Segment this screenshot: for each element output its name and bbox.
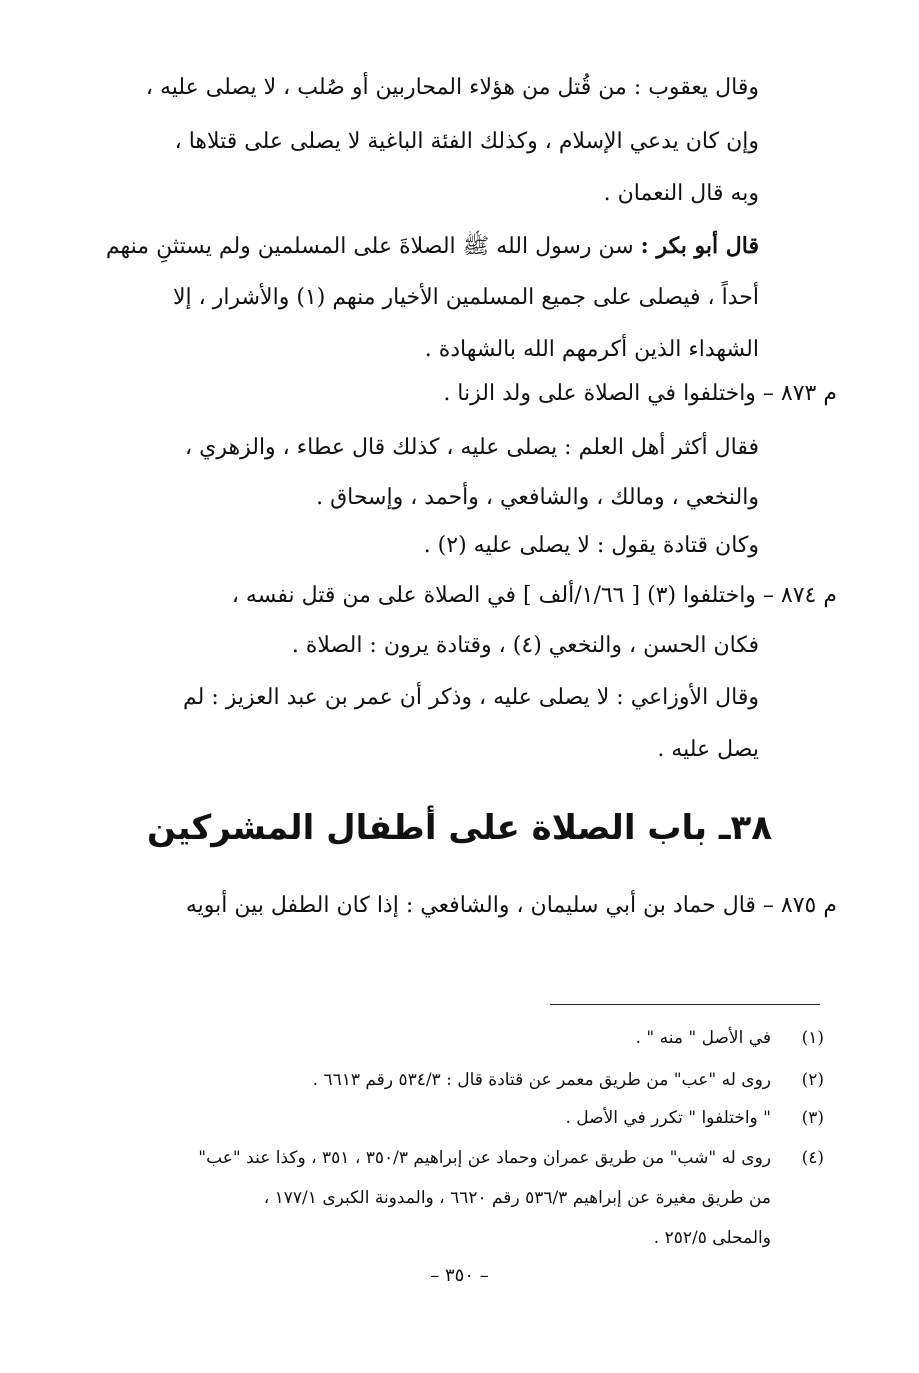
body-line: وبه قال النعمان . — [603, 181, 759, 206]
chapter-title: ٣٨ـ باب الصلاة على أطفال المشركين — [147, 808, 772, 848]
footnote-divider — [550, 1004, 820, 1005]
footnote-number: (٤) — [801, 1148, 824, 1168]
footnote-4-continuation: والمحلى ٢٥٢/٥ . — [653, 1228, 771, 1248]
body-line: وإن كان يدعي الإسلام ، وكذلك الفئة الباغية لا يصلى على قتلاها ، — [174, 129, 759, 154]
footnote-number: (٣) — [801, 1108, 824, 1128]
body-line: وقال الأوزاعي : لا يصلى عليه ، وذكر أن عمر بن عبد العزيز : لم — [183, 685, 759, 710]
masala-874-heading: م ٨٧٤ – واختلفوا (٣) [ ١/٦٦/ألف ] في الصلاة على من قتل نفسه ، — [231, 583, 837, 608]
footnote-number: (١) — [801, 1028, 824, 1048]
masala-875-heading: م ٨٧٥ – قال حماد بن أبي سليمان ، والشافعي : إذا كان الطفل بين أبويه — [185, 893, 837, 918]
footnote-text: روى له "عب" من طريق معمر عن قتادة قال : ٥٣٤/٣ رقم ٦٦١٣ . — [312, 1070, 771, 1090]
body-line: فكان الحسن ، والنخعي (٤) ، وقتادة يرون : الصلاة . — [291, 633, 759, 658]
footnote-text: في الأصل " منه " . — [635, 1028, 771, 1048]
speaker-lead: قال أبو بكر : — [640, 233, 759, 259]
body-line: أحداً ، فيصلى على جميع المسلمين الأخيار منهم (١) والأشرار ، إلا — [173, 285, 759, 310]
abu-bakr-paragraph — [105, 230, 759, 263]
page-number: – ٣٥٠ – — [430, 1265, 489, 1286]
body-text: سن رسول الله ﷺ الصلاةَ على المسلمين ولم يستثنِ منهم — [105, 234, 634, 259]
footnote-4-continuation: من طريق مغيرة عن إبراهيم ٥٣٦/٣ رقم ٦٦٢٠ ، والمدونة الكبرى ١٧٧/١ ، — [263, 1188, 771, 1208]
body-line: الشهداء الذين أكرمهم الله بالشهادة . — [424, 337, 759, 362]
body-line: والنخعي ، ومالك ، والشافعي ، وأحمد ، وإسحاق . — [316, 485, 759, 510]
masala-873-heading: م ٨٧٣ – واختلفوا في الصلاة على ولد الزنا . — [443, 381, 837, 406]
footnote-text: روى له "شب" من طريق عمران وحماد عن إبراهيم ٣٥٠/٣ ، ٣٥١ ، وكذا عند "عب" — [198, 1148, 771, 1168]
body-line: وقال يعقوب : من قُتل من هؤلاء المحاربين أو صُلب ، لا يصلى عليه ، — [145, 75, 759, 100]
body-line: يصل عليه . — [657, 737, 759, 762]
footnote-text: " واختلفوا " تكرر في الأصل . — [565, 1108, 771, 1128]
body-line: فقال أكثر أهل العلم : يصلى عليه ، كذلك قال عطاء ، والزهري ، — [185, 435, 759, 460]
footnote-number: (٢) — [801, 1070, 824, 1090]
body-line: وكان قتادة يقول : لا يصلى عليه (٢) . — [423, 533, 759, 558]
